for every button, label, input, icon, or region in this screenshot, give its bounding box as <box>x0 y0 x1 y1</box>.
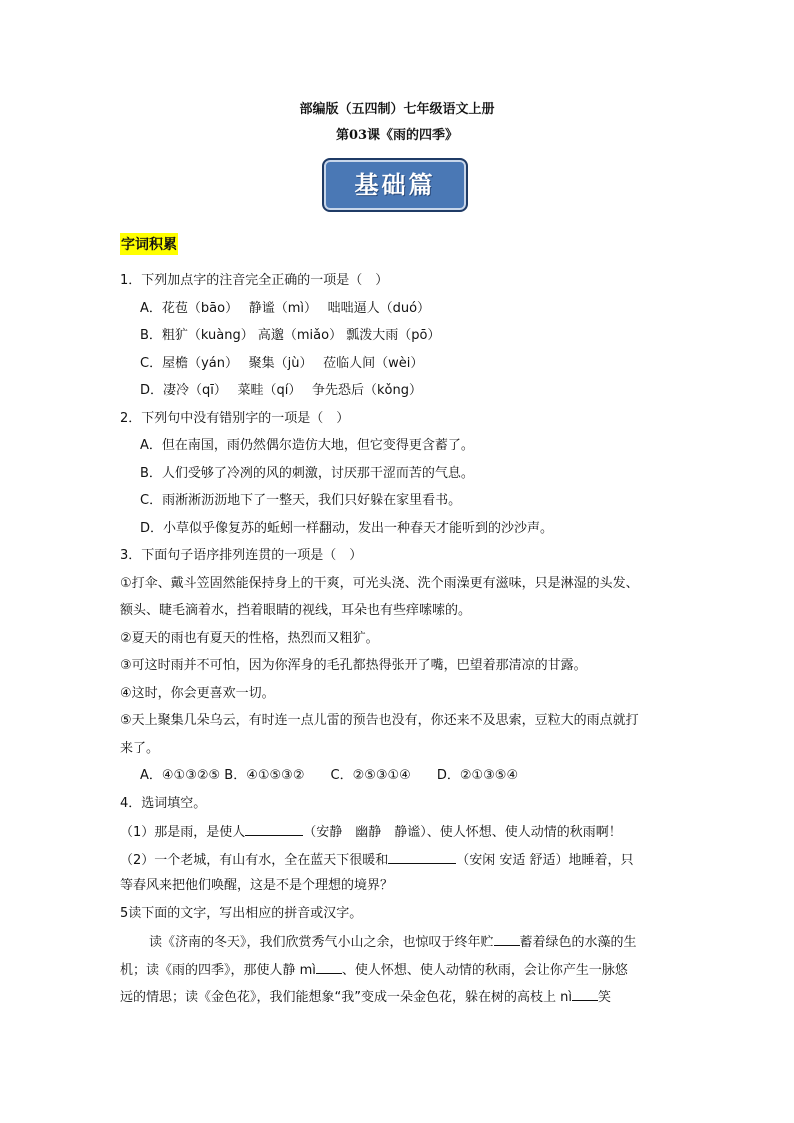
q5-line-1-pre: 读《济南的冬天》，我们欣赏秀气小山之余，也惊叹于终年贮 <box>149 935 494 950</box>
q4-item-2 <box>120 850 634 870</box>
q3-sentence-5: ⑤天上聚集几朵乌云，有时连一点儿雷的预告也没有，你还来不及思索，豆粒大的雨点就打 <box>120 713 639 728</box>
q2-option-d: D．小草似乎像复苏的蚯蚓一样翻动，发出一种春天才能听到的沙沙声。 <box>140 521 554 536</box>
document-title: 部编版（五四制）七年级语文上册 <box>299 102 495 117</box>
section-label: 字词积累 <box>120 233 178 255</box>
q2-option-c: C．雨淅淅沥沥地下了一整天，我们只好躲在家里看书。 <box>140 493 462 508</box>
q3-sentence-4: ④这时，你会更喜欢一切。 <box>120 686 275 701</box>
q5-line-1-post: 蓄着绿色的水藻的生 <box>519 935 637 950</box>
q3-sentence-1-cont: 额头、睫毛滴着水，挡着眼睛的视线，耳朵也有些痒嗦嗦的。 <box>120 603 472 618</box>
answer-blank[interactable] <box>388 850 456 864</box>
q3-sentence-1: ①打伞、戴斗笠固然能保持身上的干爽，可光头浇、洗个雨澡更有滋味，只是淋湿的头发、 <box>120 576 639 591</box>
q2-stem: 2．下列句中没有错别字的一项是（ ） <box>120 411 350 426</box>
q1-option-b: B．粗犷（kuàng） 高邈（miǎo） 瓢泼大雨（pō） <box>140 328 441 343</box>
q5-line-3-post: 笑 <box>597 990 611 1005</box>
q4-stem: 4．选词填空。 <box>120 796 207 811</box>
q1-option-c: C．屋檐（yán） 聚集（jù） 莅临人间（wèi） <box>140 356 424 371</box>
q3-sentence-2: ②夏天的雨也有夏天的性格，热烈而又粗犷。 <box>120 631 379 646</box>
q1-option-d: D．凄冷（qī） 菜畦（qí） 争先恐后（kǒng） <box>140 383 422 398</box>
q4-item-2-post: （安闲 安适 舒适）地睡着，只 <box>456 853 634 868</box>
q4-item-1-pre: （1）那是雨，是使人 <box>120 825 246 840</box>
q4-item-2-cont: 等春风来把他们唤醒，这是不是个理想的境界？ <box>120 878 394 893</box>
q1-stem: 1．下列加点字的注音完全正确的一项是（ ） <box>120 273 389 288</box>
answer-blank[interactable] <box>245 822 303 836</box>
q4-item-1-post: （安静 幽静 静谧）、使人怀想、使人动情的秋雨啊！ <box>303 825 622 840</box>
q2-option-a: A．但在南国，雨仍然偶尔造仿大地，但它变得更含蓄了。 <box>140 438 474 453</box>
q5-line-1 <box>149 932 637 952</box>
answer-blank[interactable] <box>316 960 342 974</box>
q5-line-2-post: 、使人怀想、使人动情的秋雨，会让你产生一脉悠 <box>341 963 628 978</box>
q3-options: A．④①③②⑤ B．④①⑤③② C．②⑤③①④ D．②①③⑤④ <box>140 768 519 783</box>
q5-stem: 5读下面的文字，写出相应的拼音或汉字。 <box>120 906 363 921</box>
q4-item-2-pre: （2）一个老城，有山有水，全在蓝天下很暖和 <box>120 853 389 868</box>
q3-sentence-3: ③可这时雨并不可怕，因为你浑身的毛孔都热得张开了嘴，巴望着那清凉的甘露。 <box>120 658 587 673</box>
q2-option-b: B．人们受够了冷冽的风的刺激，讨厌那干涩而苦的气息。 <box>140 466 474 481</box>
level-banner: 基础篇 <box>322 158 468 212</box>
answer-blank[interactable] <box>494 932 520 946</box>
q3-sentence-5-cont: 来了。 <box>120 741 160 756</box>
q1-option-a: A．花苞（bāo） 静谧（mì） 咄咄逼人（duó） <box>140 301 431 316</box>
q5-line-2 <box>120 960 628 980</box>
q5-line-2-pre: 机；读《雨的四季》，那使人静 mì <box>120 963 316 978</box>
answer-blank[interactable] <box>572 987 598 1001</box>
q4-item-1 <box>120 822 622 842</box>
lesson-subtitle: 第03课《雨的四季》 <box>335 128 459 143</box>
q5-line-3-pre: 远的情思；读《金色花》，我们能想象“我”变成一朵金色花，躲在树的高枝上 nì <box>120 990 572 1005</box>
q3-stem: 3．下面句子语序排列连贯的一项是（ ） <box>120 548 363 563</box>
q5-line-3 <box>120 987 611 1007</box>
